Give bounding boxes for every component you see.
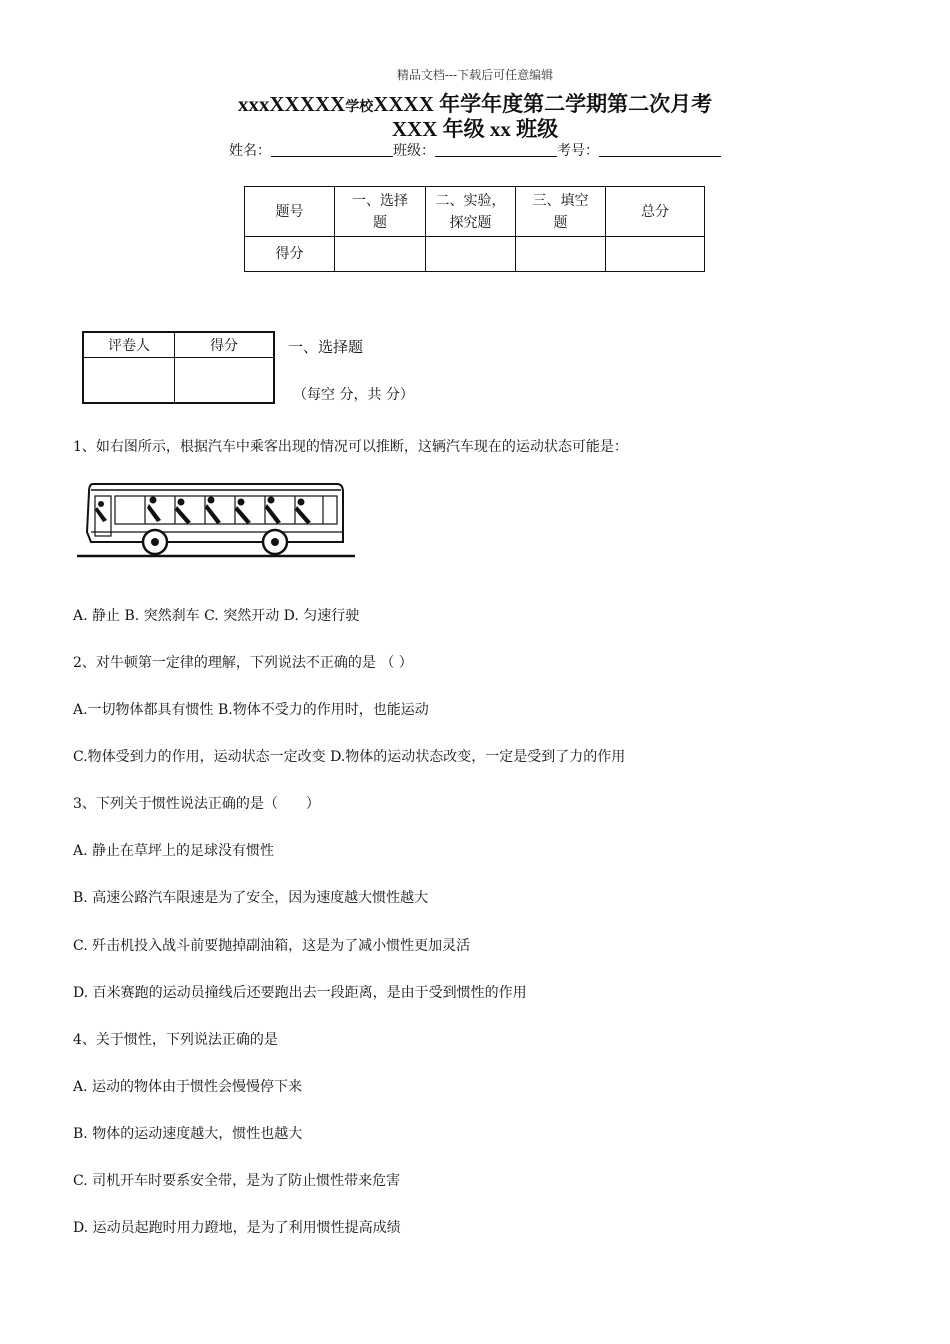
score-table-header-row bbox=[245, 187, 705, 237]
question-3: 3、下列关于惯性说法正确的是（ ） bbox=[73, 796, 320, 812]
grader-name-cell[interactable] bbox=[83, 357, 175, 403]
header-cell-fill: 三、填空 题 bbox=[516, 187, 606, 237]
section-title: 一、选择题 bbox=[288, 338, 364, 356]
question-1-options: A. 静止 B. 突然刹车 C. 突然开动 D. 匀速行驶 bbox=[73, 608, 360, 624]
question-3-option-c: C. 歼击机投入战斗前要抛掉副油箱，这是为了减小惯性更加灵活 bbox=[73, 938, 471, 954]
bus-passengers-illustration bbox=[75, 476, 357, 562]
exam-title-line2: XXX 年级 xx 班级 bbox=[391, 117, 559, 141]
question-3-option-a: A. 静止在草坪上的足球没有惯性 bbox=[73, 843, 275, 859]
question-2: 2、对牛顿第一定律的理解，下列说法不正确的是 （ ） bbox=[73, 655, 413, 671]
score-table-score-row bbox=[245, 237, 705, 272]
title-part2: XXXX 年学年度第二学期第二次月考 bbox=[373, 92, 713, 116]
score-cell-total[interactable] bbox=[606, 237, 705, 272]
class-blank[interactable] bbox=[435, 142, 557, 157]
score-table bbox=[244, 186, 705, 272]
score-cell-choice[interactable] bbox=[335, 237, 426, 272]
grader-value-row bbox=[83, 357, 274, 403]
question-4-option-d: D. 运动员起跑时用力蹬地，是为了利用惯性提高成绩 bbox=[73, 1220, 401, 1236]
question-4-option-a: A. 运动的物体由于惯性会慢慢停下来 bbox=[73, 1079, 303, 1095]
header-cell-choice: 一、选择 题 bbox=[335, 187, 426, 237]
header-cell-total: 总分 bbox=[606, 187, 705, 237]
class-label: 班级： bbox=[393, 143, 435, 159]
name-blank[interactable] bbox=[271, 142, 393, 157]
question-2-options-line1: A.一切物体都具有惯性 B.物体不受力的作用时，也能运动 bbox=[73, 702, 429, 718]
grader-score-label: 得分 bbox=[175, 332, 275, 357]
exam-no-label: 考号： bbox=[557, 143, 599, 159]
question-3-option-d: D. 百米赛跑的运动员撞线后还要跑出去一段距离，是由于受到惯性的作用 bbox=[73, 985, 527, 1001]
question-4-option-c: C. 司机开车时要系安全带，是为了防止惯性带来危害 bbox=[73, 1173, 401, 1189]
grader-header-row bbox=[83, 332, 274, 357]
name-label: 姓名： bbox=[229, 143, 271, 159]
title-part1: xxxXXXXX bbox=[237, 92, 346, 116]
score-cell-fill[interactable] bbox=[516, 237, 606, 272]
question-4: 4、关于惯性，下列说法正确的是 bbox=[73, 1032, 278, 1048]
section-subtitle: （每空 分，共 分） bbox=[293, 387, 414, 403]
title-school: 学校 bbox=[345, 100, 374, 115]
exam-no-blank[interactable] bbox=[599, 142, 721, 157]
question-2-options-line2: C.物体受到力的作用，运动状态一定改变 D.物体的运动状态改变，一定是受到了力的作用 bbox=[73, 749, 626, 765]
watermark-text: 精品文档---下载后可任意编辑 bbox=[396, 68, 554, 82]
grader-col-label: 评卷人 bbox=[83, 332, 175, 357]
student-info-line bbox=[0, 140, 950, 160]
question-4-option-b: B. 物体的运动速度越大，惯性也越大 bbox=[73, 1126, 303, 1142]
question-1: 1、如右图所示，根据汽车中乘客出现的情况可以推断，这辆汽车现在的运动状态可能是： bbox=[73, 439, 628, 455]
row-label-score: 得分 bbox=[245, 237, 335, 272]
header-cell-question-no: 题号 bbox=[245, 187, 335, 237]
grader-score-cell[interactable] bbox=[175, 357, 275, 403]
grader-table bbox=[82, 331, 275, 404]
question-3-option-b: B. 高速公路汽车限速是为了安全，因为速度越大惯性越大 bbox=[73, 890, 429, 906]
header-cell-experiment: 二、实验， 探究题 bbox=[426, 187, 516, 237]
score-cell-experiment[interactable] bbox=[426, 237, 516, 272]
